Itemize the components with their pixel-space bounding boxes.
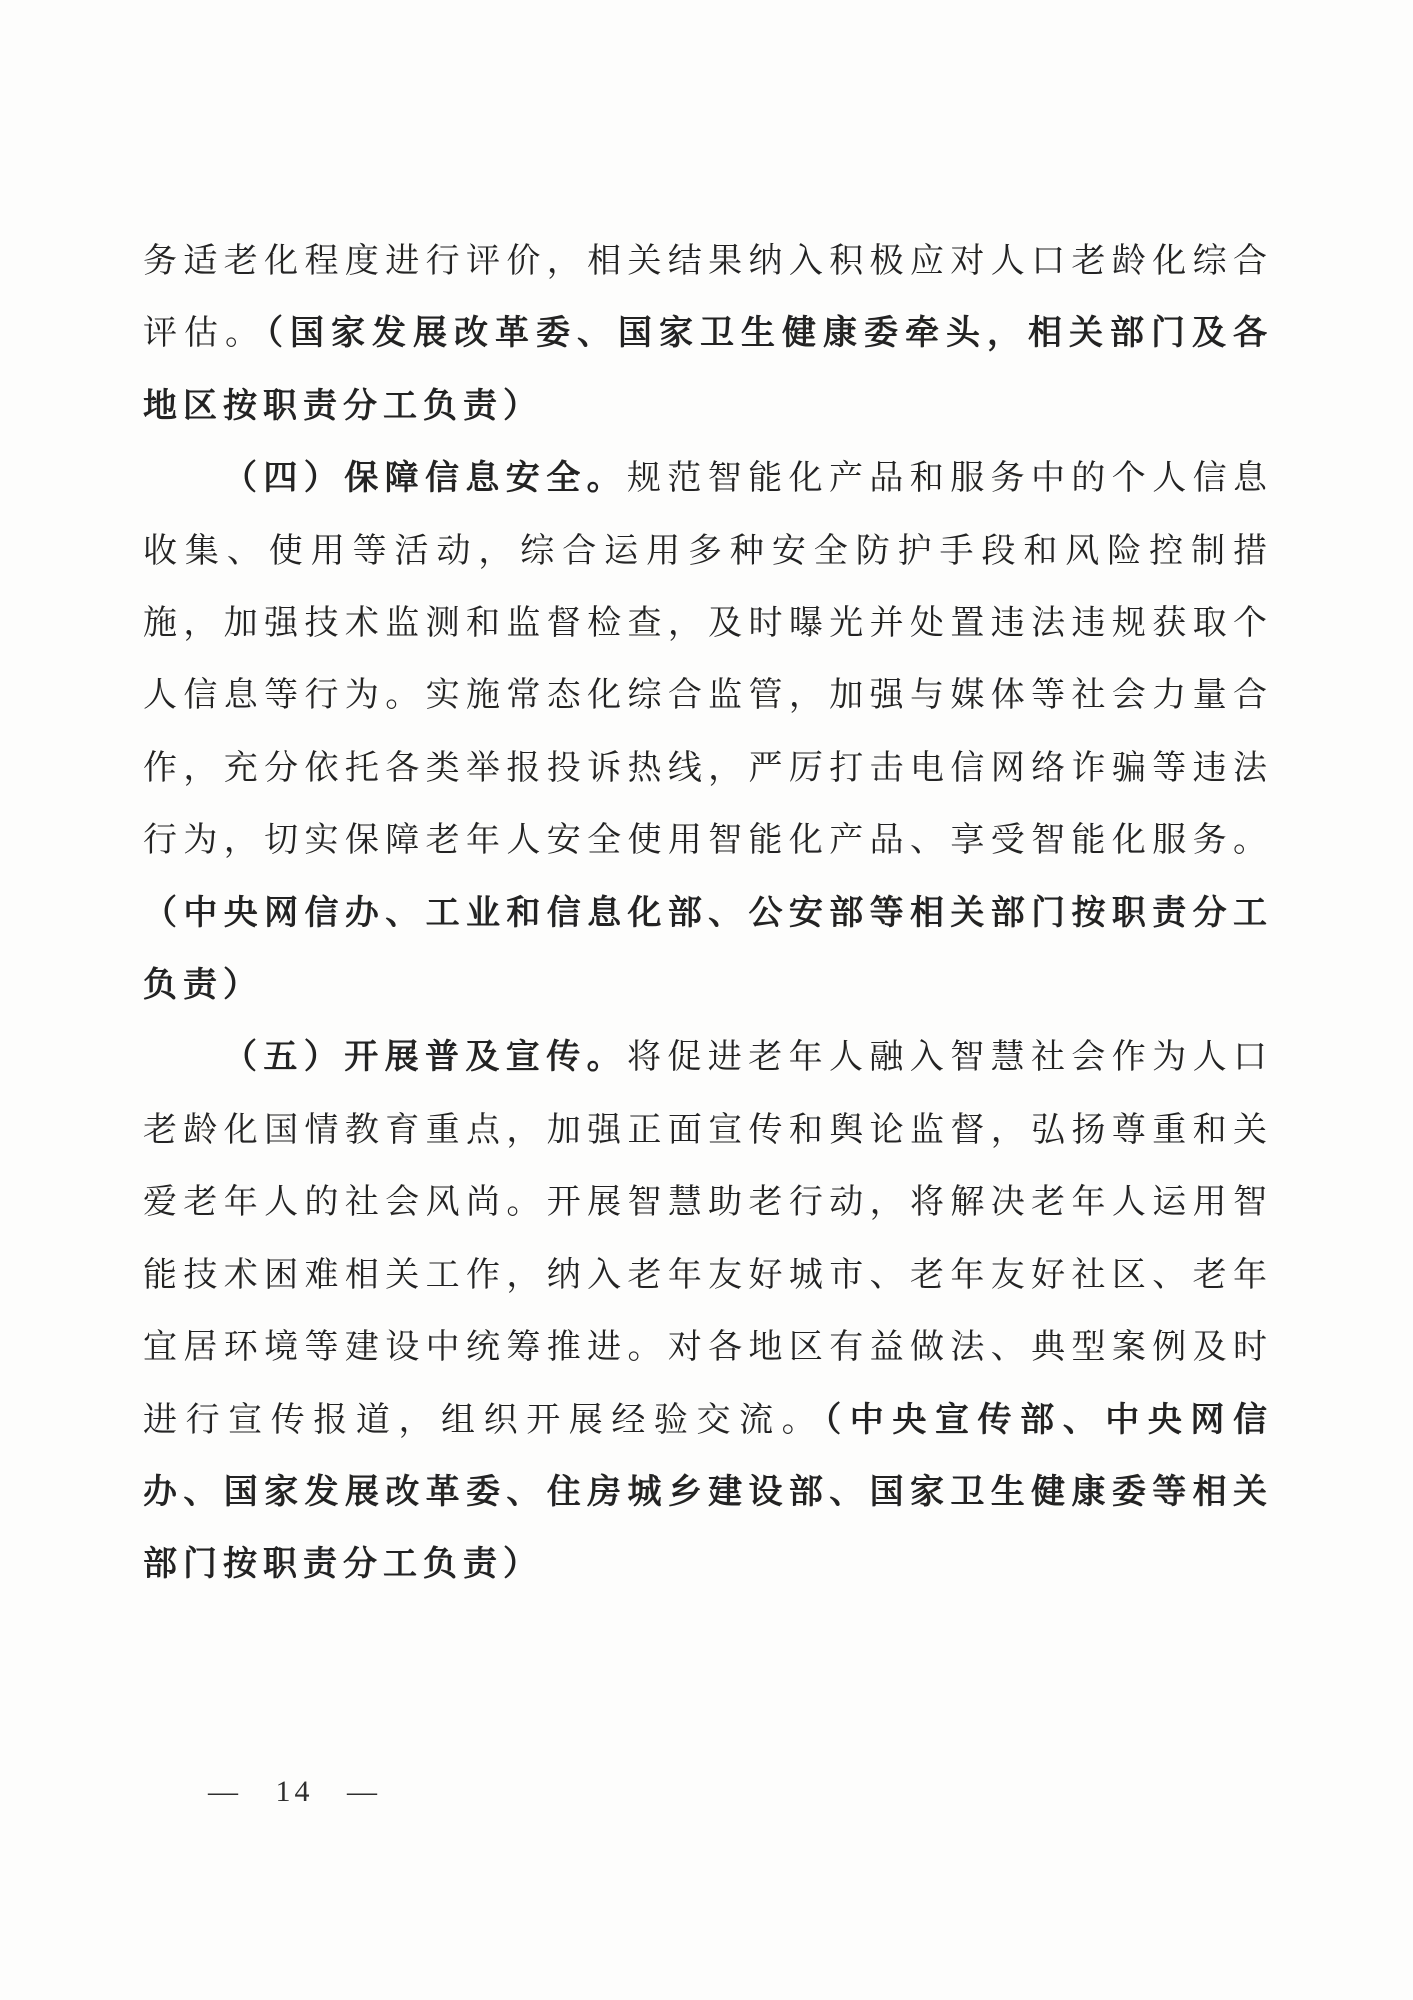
paragraph — [143, 226, 1273, 443]
paragraph — [143, 1022, 1273, 1601]
paragraph — [143, 443, 1273, 1022]
page-number: — 14 — — [208, 1775, 381, 1808]
emphasis-text-run: （国家发展改革委、国家卫生健康委牵头，相关部门及各地区按职责分工负责） — [143, 315, 1273, 425]
emphasis-text-run: （四）保障信息安全。 — [223, 460, 627, 498]
emphasis-text-run: （五）开展普及宣传。 — [223, 1039, 627, 1077]
emphasis-text-run: （中央网信办、工业和信息化部、公安部等相关部门按职责分工负责） — [143, 894, 1273, 1005]
emphasis-text-run: （中央宣传部、中央网信办、国家发展改革委、住房城乡建设部、国家卫生健康委等相关部门按职责分工负责） — [143, 1401, 1274, 1584]
body-text-run: 规范智能化产品和服务中的个人信息收集、使用等活动，综合运用多种安全防护手段和风险控制措施，加强技术监测和监督检查，及时曝光并处置违法违规获取个人信息等行为。实施常态化综合监管，加强与媒体等社会力量合作，充分依托各类举报投诉热线，严厉打击电信网络诈骗等违法行为，切实保障老年人安全使用智能化产品、享受智能化服务。 — [143, 460, 1273, 860]
document-body — [143, 226, 1273, 1602]
body-text-run: 将促进老年人融入智慧社会作为人口老龄化国情教育重点，加强正面宣传和舆论监督，弘扬尊重和关爱老年人的社会风尚。开展智慧助老行动，将解决老年人运用智能技术困难相关工作，纳入老年友好城市、老年友好社区、老年宜居环境等建设中统筹推进。对各地区有益做法、典型案例及时进行宣传报道，组织开展经验交流。 — [143, 1039, 1273, 1439]
body-text-run: 务适老化程度进行评价，相关结果纳入积极应对人口老龄化综合评估。 — [143, 243, 1273, 353]
